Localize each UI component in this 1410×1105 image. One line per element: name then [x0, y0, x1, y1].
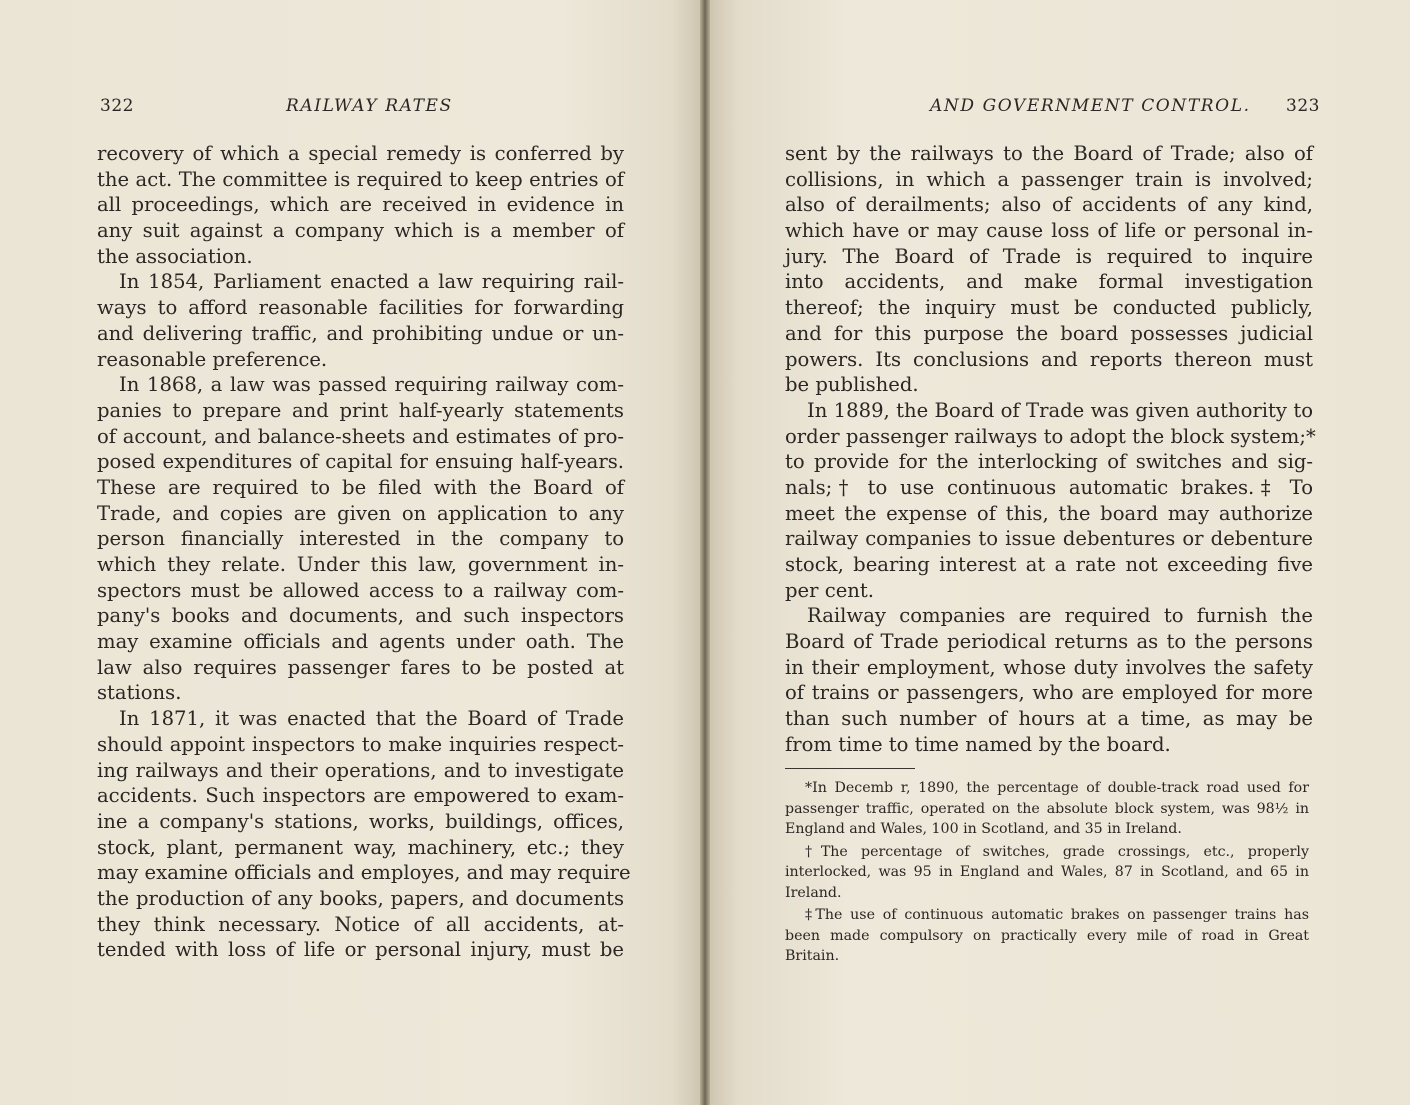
text-line: of trains or passengers, who are employed for more	[785, 681, 1313, 705]
footnote-line: †The percentage of switches, grade crossings, etc., properly	[805, 843, 1309, 860]
footnote-divider	[785, 768, 915, 769]
text-line: reasonable preference.	[97, 347, 328, 371]
text-line: meet the expense of this, the board may authorize	[785, 501, 1313, 525]
text-line: thereof; the inquiry must be conducted publicly,	[785, 296, 1313, 320]
text-line: panies to prepare and print half-yearly statements	[97, 398, 624, 422]
text-line: all proceedings, which are received in evidence in	[97, 193, 624, 217]
text-line: also of derailments; also of accidents of any kind,	[785, 193, 1313, 217]
text-line: in their employment, whose duty involves the safety	[785, 655, 1313, 679]
footnote-block-system	[785, 778, 1309, 840]
left-page-header	[100, 96, 625, 122]
footnote-line: Britain.	[785, 948, 840, 964]
text-line: be published.	[785, 373, 919, 397]
text-line: and delivering traffic, and prohibiting undue or un-	[97, 321, 624, 345]
text-line: should appoint inspectors to make inquiries respect-	[97, 732, 624, 756]
text-line: accidents. Such inspectors are empowered to exam-	[97, 784, 624, 808]
text-line: powers. Its conclusions and reports thereon must	[785, 347, 1313, 371]
footnotes	[785, 778, 1309, 969]
text-line: person financially interested in the company to	[97, 527, 624, 551]
footnote-line: been made compulsory on practically every mile of road in Great	[785, 927, 1309, 944]
footnote-line: *In Decemb r, 1890, the percentage of double-track road used for	[805, 780, 1309, 796]
footnote-brakes	[785, 905, 1309, 967]
text-line: sent by the railways to the Board of Trade; also of	[785, 142, 1313, 165]
running-head: AND GOVERNMENT CONTROL.	[930, 96, 1251, 116]
text-line: stations.	[97, 681, 182, 705]
text-line: into accidents, and make formal investigation	[785, 270, 1313, 294]
text-line: nals;† to use continuous automatic brakes.‡ To	[785, 475, 1313, 499]
page-number: 323	[1286, 96, 1320, 116]
text-line: posed expenditures of capital for ensuing half-years.	[97, 450, 624, 474]
text-line: law also requires passenger fares to be posted at	[97, 655, 624, 679]
text-line: pany's books and documents, and such inspectors	[97, 604, 624, 628]
text-line: In 1889, the Board of Trade was given authority to	[807, 398, 1313, 422]
text-line: which have or may cause loss of life or personal in-	[785, 219, 1313, 243]
text-line: Trade, and copies are given on application to any	[97, 501, 624, 525]
footnote-line: England and Wales, 100 in Scotland, and 35 in Ireland.	[785, 821, 1182, 837]
text-line: order passenger railways to adopt the block system;*	[785, 424, 1316, 448]
text-line: the act. The committee is required to keep entries of	[97, 167, 624, 191]
text-line: the association.	[97, 244, 253, 268]
book-gutter	[700, 0, 710, 1105]
left-page	[0, 0, 700, 1105]
text-line: In 1854, Parliament enacted a law requiring rail-	[119, 270, 624, 294]
text-line: any suit against a company which is a member of	[97, 219, 624, 243]
text-line: of account, and balance-sheets and estimates of pro-	[97, 424, 624, 448]
text-line: jury. The Board of Trade is required to inquire	[785, 244, 1313, 268]
text-line: to provide for the interlocking of switches and sig-	[785, 450, 1313, 474]
text-line: railway companies to issue debentures or debenture	[785, 527, 1313, 551]
footnote-line: interlocked, was 95 in England and Wales, 87 in Scotland, and 65 in	[785, 864, 1309, 880]
text-line: the production of any books, papers, and documents	[97, 886, 624, 910]
text-line: may examine officials and employes, and may require	[97, 861, 631, 885]
footnote-line: Ireland.	[785, 884, 842, 901]
footnote-interlocking	[785, 842, 1309, 904]
text-line: stock, plant, permanent way, machinery, etc.; they	[97, 835, 624, 859]
text-line: Board of Trade periodical returns as to the persons	[785, 630, 1313, 654]
text-line: tended with loss of life or personal injury, must be	[97, 938, 624, 962]
right-page-header	[795, 96, 1320, 122]
text-line: per cent.	[785, 578, 875, 602]
text-line: ine a company's stations, works, buildings, offices,	[97, 809, 624, 833]
text-line: spectors must be allowed access to a railway com-	[97, 578, 624, 602]
footnote-line: passenger traffic, operated on the absolute block system, was 98½ in	[785, 800, 1309, 817]
running-head: RAILWAY RATES	[286, 96, 453, 116]
text-line: from time to time named by the board.	[785, 732, 1171, 756]
text-line: may examine officials and agents under oath. The	[97, 630, 624, 654]
page-number: 322	[100, 96, 134, 116]
text-line: than such number of hours at a time, as may be	[785, 707, 1313, 731]
text-line: and for this purpose the board possesses judicial	[785, 321, 1313, 345]
text-line: ing railways and their operations, and to investigate	[97, 758, 624, 782]
right-page	[710, 0, 1410, 1105]
text-line: In 1871, it was enacted that the Board of Trade	[119, 707, 624, 731]
text-line: Railway companies are required to furnish the	[807, 604, 1313, 628]
text-line: recovery of which a special remedy is conferred by	[97, 142, 624, 165]
footnote-line: ‡The use of continuous automatic brakes on passenger trains has	[805, 907, 1309, 923]
text-line: ways to afford reasonable facilities for forwarding	[97, 296, 624, 320]
text-line: collisions, in which a passenger train is involved;	[785, 167, 1313, 191]
text-line: they think necessary. Notice of all accidents, at-	[97, 912, 624, 936]
right-page-text	[785, 141, 1316, 758]
text-line: stock, bearing interest at a rate not exceeding five	[785, 553, 1313, 576]
left-page-text	[97, 141, 631, 963]
text-line: In 1868, a law was passed requiring railway com-	[119, 373, 624, 397]
text-line: which they relate. Under this law, government in-	[97, 553, 624, 576]
text-line: These are required to be filed with the Board of	[97, 475, 624, 499]
